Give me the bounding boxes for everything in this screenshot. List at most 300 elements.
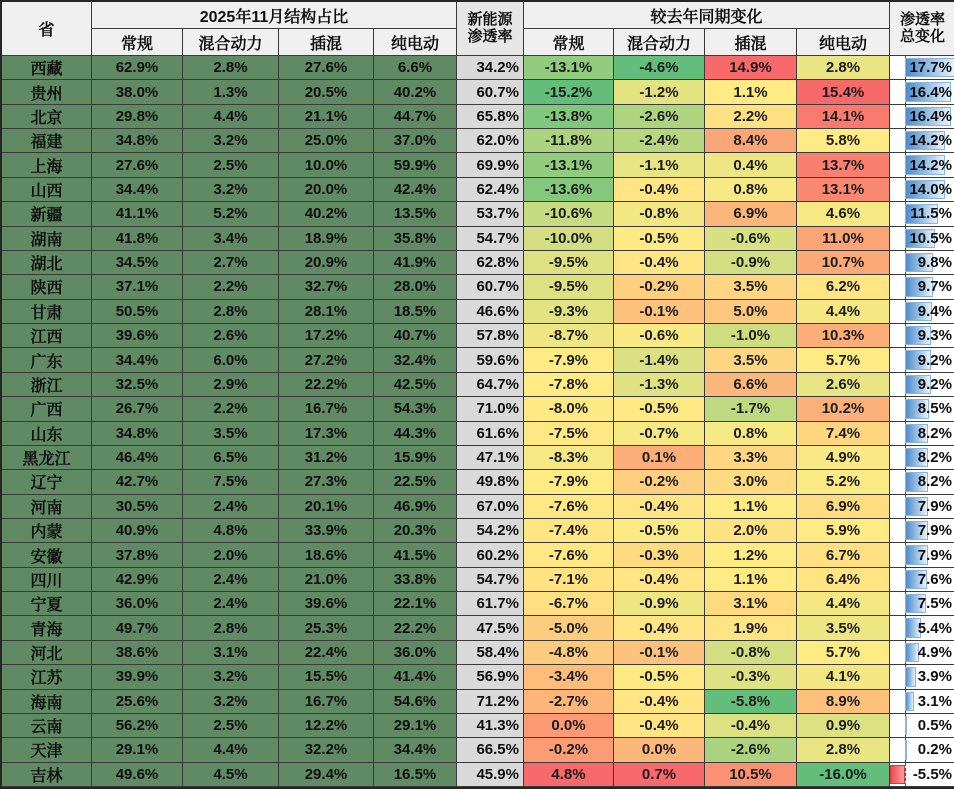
change-value-cell: 3.0%	[705, 470, 797, 494]
structure-value-cell: 39.9%	[92, 665, 183, 689]
structure-value-cell: 37.1%	[92, 275, 183, 299]
total-change-value: 7.9%	[917, 546, 952, 564]
structure-value-cell: 29.1%	[374, 714, 457, 738]
total-change-value: -5.5%	[912, 765, 952, 783]
header-structure-sub-1: 混合动力	[183, 29, 279, 56]
penetration-value-cell: 56.9%	[457, 665, 524, 689]
change-value-cell: -0.1%	[614, 641, 705, 665]
total-change-cell	[890, 105, 954, 129]
province-cell: 河北	[2, 641, 92, 665]
province-cell: 湖北	[2, 251, 92, 275]
total-change-value: 14.2%	[909, 132, 952, 150]
structure-value-cell: 4.5%	[183, 763, 279, 787]
total-change-value: 7.9%	[917, 522, 952, 540]
structure-value-cell: 29.4%	[279, 763, 374, 787]
structure-value-cell: 18.5%	[374, 300, 457, 324]
structure-value-cell: 3.1%	[183, 641, 279, 665]
change-value-cell: 6.9%	[797, 495, 890, 519]
change-value-cell: -0.2%	[524, 738, 614, 762]
change-value-cell: 8.9%	[797, 690, 890, 714]
change-value-cell: 0.8%	[705, 178, 797, 202]
structure-value-cell: 2.4%	[183, 495, 279, 519]
structure-value-cell: 3.2%	[183, 178, 279, 202]
penetration-value-cell: 64.7%	[457, 373, 524, 397]
structure-value-cell: 5.2%	[183, 202, 279, 226]
header-structure-group: 2025年11月结构占比	[92, 2, 457, 29]
structure-value-cell: 22.4%	[279, 641, 374, 665]
structure-value-cell: 33.9%	[279, 519, 374, 543]
total-change-value: 8.2%	[917, 449, 952, 467]
penetration-value-cell: 57.8%	[457, 324, 524, 348]
structure-value-cell: 2.5%	[183, 714, 279, 738]
total-change-cell	[890, 616, 954, 640]
province-cell: 广西	[2, 397, 92, 421]
structure-value-cell: 25.3%	[279, 616, 374, 640]
penetration-value-cell: 59.6%	[457, 348, 524, 372]
structure-value-cell: 50.5%	[92, 300, 183, 324]
structure-value-cell: 2.5%	[183, 153, 279, 177]
total-change-cell	[890, 738, 954, 762]
total-change-value: 10.5%	[909, 229, 952, 247]
change-value-cell: 0.4%	[705, 153, 797, 177]
change-value-cell: -13.6%	[524, 178, 614, 202]
header-change-sub-3: 纯电动	[797, 29, 890, 56]
change-value-cell: 1.2%	[705, 543, 797, 567]
structure-value-cell: 54.3%	[374, 397, 457, 421]
change-value-cell: -8.3%	[524, 446, 614, 470]
change-value-cell: 2.0%	[705, 519, 797, 543]
penetration-value-cell: 41.3%	[457, 714, 524, 738]
header-structure-sub-0: 常规	[92, 29, 183, 56]
change-value-cell: -7.9%	[524, 348, 614, 372]
structure-value-cell: 46.9%	[374, 495, 457, 519]
change-value-cell: 4.9%	[797, 446, 890, 470]
header-province: 省	[2, 2, 92, 56]
change-value-cell: 2.8%	[797, 56, 890, 80]
total-change-cell	[890, 690, 954, 714]
total-change-value: 0.2%	[917, 741, 952, 759]
penetration-value-cell: 47.1%	[457, 446, 524, 470]
penetration-value-cell: 61.7%	[457, 592, 524, 616]
total-change-cell	[890, 348, 954, 372]
structure-value-cell: 3.2%	[183, 129, 279, 153]
structure-value-cell: 36.0%	[374, 641, 457, 665]
total-change-cell	[890, 763, 954, 787]
penetration-value-cell: 58.4%	[457, 641, 524, 665]
structure-value-cell: 22.2%	[374, 616, 457, 640]
total-change-value: 11.5%	[910, 205, 952, 223]
structure-value-cell: 39.6%	[92, 324, 183, 348]
header-change-sub-2: 插混	[705, 29, 797, 56]
change-value-cell: -0.7%	[614, 422, 705, 446]
total-change-value: 17.7%	[909, 59, 952, 77]
structure-value-cell: 34.4%	[92, 348, 183, 372]
structure-value-cell: 3.5%	[183, 422, 279, 446]
data-bar	[905, 716, 907, 735]
structure-value-cell: 49.6%	[92, 763, 183, 787]
structure-value-cell: 32.2%	[279, 738, 374, 762]
structure-value-cell: 41.9%	[374, 251, 457, 275]
change-value-cell: 0.9%	[797, 714, 890, 738]
change-value-cell: -2.4%	[614, 129, 705, 153]
province-cell: 吉林	[2, 763, 92, 787]
penetration-value-cell: 54.7%	[457, 227, 524, 251]
change-value-cell: 3.1%	[705, 592, 797, 616]
total-change-cell	[890, 80, 954, 104]
structure-value-cell: 29.1%	[92, 738, 183, 762]
header-structure-sub-2: 插混	[279, 29, 374, 56]
change-value-cell: -0.5%	[614, 519, 705, 543]
structure-value-cell: 40.2%	[374, 80, 457, 104]
province-cell: 贵州	[2, 80, 92, 104]
structure-value-cell: 21.1%	[279, 105, 374, 129]
change-value-cell: -10.6%	[524, 202, 614, 226]
change-value-cell: 4.8%	[524, 763, 614, 787]
change-value-cell: 0.0%	[524, 714, 614, 738]
change-value-cell: -4.6%	[614, 56, 705, 80]
change-value-cell: 5.9%	[797, 519, 890, 543]
change-value-cell: -0.3%	[614, 543, 705, 567]
change-value-cell: 6.4%	[797, 568, 890, 592]
structure-value-cell: 42.7%	[92, 470, 183, 494]
header-total-line2: 总变化	[899, 27, 945, 45]
change-value-cell: 0.1%	[614, 446, 705, 470]
change-value-cell: 10.5%	[705, 763, 797, 787]
change-value-cell: -0.9%	[705, 251, 797, 275]
total-change-cell	[890, 129, 954, 153]
change-value-cell: -15.2%	[524, 80, 614, 104]
structure-value-cell: 2.4%	[183, 568, 279, 592]
structure-value-cell: 4.8%	[183, 519, 279, 543]
province-cell: 四川	[2, 568, 92, 592]
change-value-cell: 4.4%	[797, 300, 890, 324]
change-value-cell: -7.4%	[524, 519, 614, 543]
header-change-sub-1: 混合动力	[614, 29, 705, 56]
structure-value-cell: 33.8%	[374, 568, 457, 592]
total-change-value: 9.4%	[917, 302, 952, 320]
change-value-cell: -9.5%	[524, 251, 614, 275]
structure-value-cell: 2.2%	[183, 397, 279, 421]
change-value-cell: -13.8%	[524, 105, 614, 129]
change-value-cell: 6.9%	[705, 202, 797, 226]
data-bar	[890, 765, 905, 784]
structure-value-cell: 3.4%	[183, 227, 279, 251]
structure-value-cell: 2.9%	[183, 373, 279, 397]
change-value-cell: 0.7%	[614, 763, 705, 787]
structure-value-cell: 46.4%	[92, 446, 183, 470]
penetration-value-cell: 67.0%	[457, 495, 524, 519]
change-value-cell: 5.2%	[797, 470, 890, 494]
change-value-cell: 0.8%	[705, 422, 797, 446]
penetration-value-cell: 62.0%	[457, 129, 524, 153]
penetration-value-cell: 71.0%	[457, 397, 524, 421]
total-change-cell	[890, 324, 954, 348]
structure-value-cell: 41.5%	[374, 543, 457, 567]
structure-value-cell: 30.5%	[92, 495, 183, 519]
change-value-cell: 2.2%	[705, 105, 797, 129]
structure-value-cell: 2.8%	[183, 56, 279, 80]
structure-value-cell: 4.4%	[183, 105, 279, 129]
change-value-cell: 1.9%	[705, 616, 797, 640]
total-change-cell	[890, 178, 954, 202]
total-change-cell	[890, 519, 954, 543]
structure-value-cell: 32.5%	[92, 373, 183, 397]
penetration-value-cell: 65.8%	[457, 105, 524, 129]
change-value-cell: -0.5%	[614, 665, 705, 689]
total-change-value: 7.5%	[917, 595, 952, 613]
change-value-cell: -7.5%	[524, 422, 614, 446]
change-value-cell: 2.6%	[797, 373, 890, 397]
total-change-value: 9.2%	[917, 375, 952, 393]
structure-value-cell: 2.7%	[183, 251, 279, 275]
structure-value-cell: 34.8%	[92, 422, 183, 446]
total-change-value: 9.3%	[917, 327, 952, 345]
total-change-value: 14.0%	[909, 181, 952, 198]
penetration-value-cell: 61.6%	[457, 422, 524, 446]
province-cell: 安徽	[2, 543, 92, 567]
penetration-value-cell: 60.7%	[457, 80, 524, 104]
change-value-cell: -9.3%	[524, 300, 614, 324]
change-value-cell: 6.2%	[797, 275, 890, 299]
change-value-cell: -0.2%	[614, 470, 705, 494]
data-bar-axis	[905, 763, 906, 786]
structure-value-cell: 31.2%	[279, 446, 374, 470]
structure-value-cell: 10.0%	[279, 153, 374, 177]
province-cell: 江西	[2, 324, 92, 348]
structure-value-cell: 21.0%	[279, 568, 374, 592]
total-change-cell	[890, 543, 954, 567]
change-value-cell: -0.1%	[614, 300, 705, 324]
structure-value-cell: 56.2%	[92, 714, 183, 738]
change-value-cell: -0.5%	[614, 227, 705, 251]
change-value-cell: 3.5%	[705, 275, 797, 299]
structure-value-cell: 16.5%	[374, 763, 457, 787]
change-value-cell: -0.4%	[614, 616, 705, 640]
structure-value-cell: 40.2%	[279, 202, 374, 226]
change-value-cell: 14.1%	[797, 105, 890, 129]
penetration-value-cell: 71.2%	[457, 690, 524, 714]
structure-value-cell: 28.1%	[279, 300, 374, 324]
total-change-cell	[890, 568, 954, 592]
change-value-cell: -2.7%	[524, 690, 614, 714]
structure-value-cell: 6.0%	[183, 348, 279, 372]
structure-value-cell: 3.2%	[183, 690, 279, 714]
structure-value-cell: 13.5%	[374, 202, 457, 226]
structure-value-cell: 40.7%	[374, 324, 457, 348]
penetration-value-cell: 49.8%	[457, 470, 524, 494]
structure-value-cell: 2.2%	[183, 275, 279, 299]
total-change-cell	[890, 300, 954, 324]
total-change-cell	[890, 665, 954, 689]
province-cell: 宁夏	[2, 592, 92, 616]
structure-value-cell: 38.6%	[92, 641, 183, 665]
total-change-value: 9.8%	[917, 254, 952, 272]
change-value-cell: 4.4%	[797, 592, 890, 616]
structure-value-cell: 38.0%	[92, 80, 183, 104]
structure-value-cell: 15.5%	[279, 665, 374, 689]
structure-value-cell: 16.7%	[279, 397, 374, 421]
total-change-value: 0.5%	[917, 717, 952, 735]
total-change-cell	[890, 153, 954, 177]
structure-value-cell: 20.9%	[279, 251, 374, 275]
change-value-cell: -1.0%	[705, 324, 797, 348]
structure-value-cell: 16.7%	[279, 690, 374, 714]
structure-value-cell: 20.5%	[279, 80, 374, 104]
change-value-cell: -4.8%	[524, 641, 614, 665]
change-value-cell: 3.5%	[797, 616, 890, 640]
structure-value-cell: 32.4%	[374, 348, 457, 372]
structure-value-cell: 22.1%	[374, 592, 457, 616]
change-value-cell: 1.1%	[705, 80, 797, 104]
structure-value-cell: 27.6%	[279, 56, 374, 80]
change-value-cell: 5.0%	[705, 300, 797, 324]
structure-value-cell: 42.9%	[92, 568, 183, 592]
change-value-cell: -1.7%	[705, 397, 797, 421]
total-change-value: 8.2%	[917, 473, 952, 491]
total-change-cell	[890, 227, 954, 251]
structure-value-cell: 1.3%	[183, 80, 279, 104]
change-value-cell: -9.5%	[524, 275, 614, 299]
structure-value-cell: 27.6%	[92, 153, 183, 177]
structure-value-cell: 37.8%	[92, 543, 183, 567]
structure-value-cell: 28.0%	[374, 275, 457, 299]
total-change-value: 16.4%	[909, 107, 952, 125]
change-value-cell: 5.8%	[797, 129, 890, 153]
change-value-cell: -7.1%	[524, 568, 614, 592]
penetration-value-cell: 53.7%	[457, 202, 524, 226]
change-value-cell: 5.7%	[797, 348, 890, 372]
province-cell: 山西	[2, 178, 92, 202]
change-value-cell: 4.6%	[797, 202, 890, 226]
change-value-cell: 13.7%	[797, 153, 890, 177]
change-value-cell: -3.4%	[524, 665, 614, 689]
header-change-group: 较去年同期变化	[524, 2, 890, 29]
total-change-value: 9.2%	[917, 351, 952, 369]
total-change-cell	[890, 56, 954, 80]
penetration-value-cell: 62.8%	[457, 251, 524, 275]
change-value-cell: -2.6%	[614, 105, 705, 129]
change-value-cell: -7.9%	[524, 470, 614, 494]
change-value-cell: -0.2%	[614, 275, 705, 299]
change-value-cell: -7.6%	[524, 495, 614, 519]
change-value-cell: -0.8%	[705, 641, 797, 665]
structure-value-cell: 2.0%	[183, 543, 279, 567]
change-value-cell: 4.1%	[797, 665, 890, 689]
penetration-value-cell: 46.6%	[457, 300, 524, 324]
change-value-cell: 11.0%	[797, 227, 890, 251]
total-change-value: 8.2%	[917, 424, 952, 442]
structure-value-cell: 20.1%	[279, 495, 374, 519]
header-nev-line1: 新能源	[467, 10, 513, 28]
province-cell: 北京	[2, 105, 92, 129]
change-value-cell: 8.4%	[705, 129, 797, 153]
header-change-sub-0: 常规	[524, 29, 614, 56]
penetration-value-cell: 45.9%	[457, 763, 524, 787]
structure-value-cell: 17.3%	[279, 422, 374, 446]
structure-value-cell: 44.7%	[374, 105, 457, 129]
structure-value-cell: 40.9%	[92, 519, 183, 543]
structure-value-cell: 41.1%	[92, 202, 183, 226]
structure-value-cell: 26.7%	[92, 397, 183, 421]
total-change-cell	[890, 470, 954, 494]
penetration-value-cell: 47.5%	[457, 616, 524, 640]
total-change-value: 8.5%	[917, 400, 952, 418]
change-value-cell: -0.4%	[614, 178, 705, 202]
penetration-value-cell: 54.7%	[457, 568, 524, 592]
total-change-cell	[890, 641, 954, 665]
structure-value-cell: 22.2%	[279, 373, 374, 397]
change-value-cell: -0.3%	[705, 665, 797, 689]
structure-value-cell: 27.2%	[279, 348, 374, 372]
structure-value-cell: 34.5%	[92, 251, 183, 275]
structure-value-cell: 22.5%	[374, 470, 457, 494]
change-value-cell: -1.3%	[614, 373, 705, 397]
structure-value-cell: 20.0%	[279, 178, 374, 202]
change-value-cell: -10.0%	[524, 227, 614, 251]
structure-value-cell: 18.6%	[279, 543, 374, 567]
structure-value-cell: 41.4%	[374, 665, 457, 689]
structure-value-cell: 35.8%	[374, 227, 457, 251]
change-value-cell: -0.4%	[614, 251, 705, 275]
structure-value-cell: 36.0%	[92, 592, 183, 616]
total-change-value: 16.4%	[909, 83, 952, 101]
penetration-value-cell: 66.5%	[457, 738, 524, 762]
province-cell: 甘肃	[2, 300, 92, 324]
change-value-cell: 10.7%	[797, 251, 890, 275]
change-value-cell: -8.0%	[524, 397, 614, 421]
data-bar	[905, 667, 916, 686]
penetration-value-cell: 60.2%	[457, 543, 524, 567]
data-bar	[905, 692, 914, 711]
structure-value-cell: 62.9%	[92, 56, 183, 80]
structure-value-cell: 49.7%	[92, 616, 183, 640]
change-value-cell: -0.4%	[705, 714, 797, 738]
province-cell: 福建	[2, 129, 92, 153]
total-change-value: 3.9%	[917, 668, 952, 686]
data-bar	[905, 740, 907, 759]
total-change-cell	[890, 202, 954, 226]
province-cell: 黑龙江	[2, 446, 92, 470]
change-value-cell: 3.5%	[705, 348, 797, 372]
structure-value-cell: 2.6%	[183, 324, 279, 348]
change-value-cell: -0.4%	[614, 714, 705, 738]
header-nev-line2: 渗透率	[467, 27, 513, 45]
header-nev-penetration	[457, 2, 524, 56]
province-cell: 陕西	[2, 275, 92, 299]
change-value-cell: -2.6%	[705, 738, 797, 762]
province-cell: 青海	[2, 616, 92, 640]
penetration-value-cell: 62.4%	[457, 178, 524, 202]
change-value-cell: -5.8%	[705, 690, 797, 714]
change-value-cell: 6.6%	[705, 373, 797, 397]
penetration-value-cell: 69.9%	[457, 153, 524, 177]
structure-value-cell: 2.4%	[183, 592, 279, 616]
structure-value-cell: 44.3%	[374, 422, 457, 446]
province-cell: 湖南	[2, 227, 92, 251]
province-cell: 江苏	[2, 665, 92, 689]
change-value-cell: 0.0%	[614, 738, 705, 762]
change-value-cell: -13.1%	[524, 56, 614, 80]
change-value-cell: -0.4%	[614, 568, 705, 592]
province-cell: 天津	[2, 738, 92, 762]
penetration-value-cell: 54.2%	[457, 519, 524, 543]
province-cell: 广东	[2, 348, 92, 372]
structure-value-cell: 25.6%	[92, 690, 183, 714]
change-value-cell: -0.4%	[614, 690, 705, 714]
total-change-cell	[890, 714, 954, 738]
province-cell: 浙江	[2, 373, 92, 397]
penetration-value-cell: 60.7%	[457, 275, 524, 299]
